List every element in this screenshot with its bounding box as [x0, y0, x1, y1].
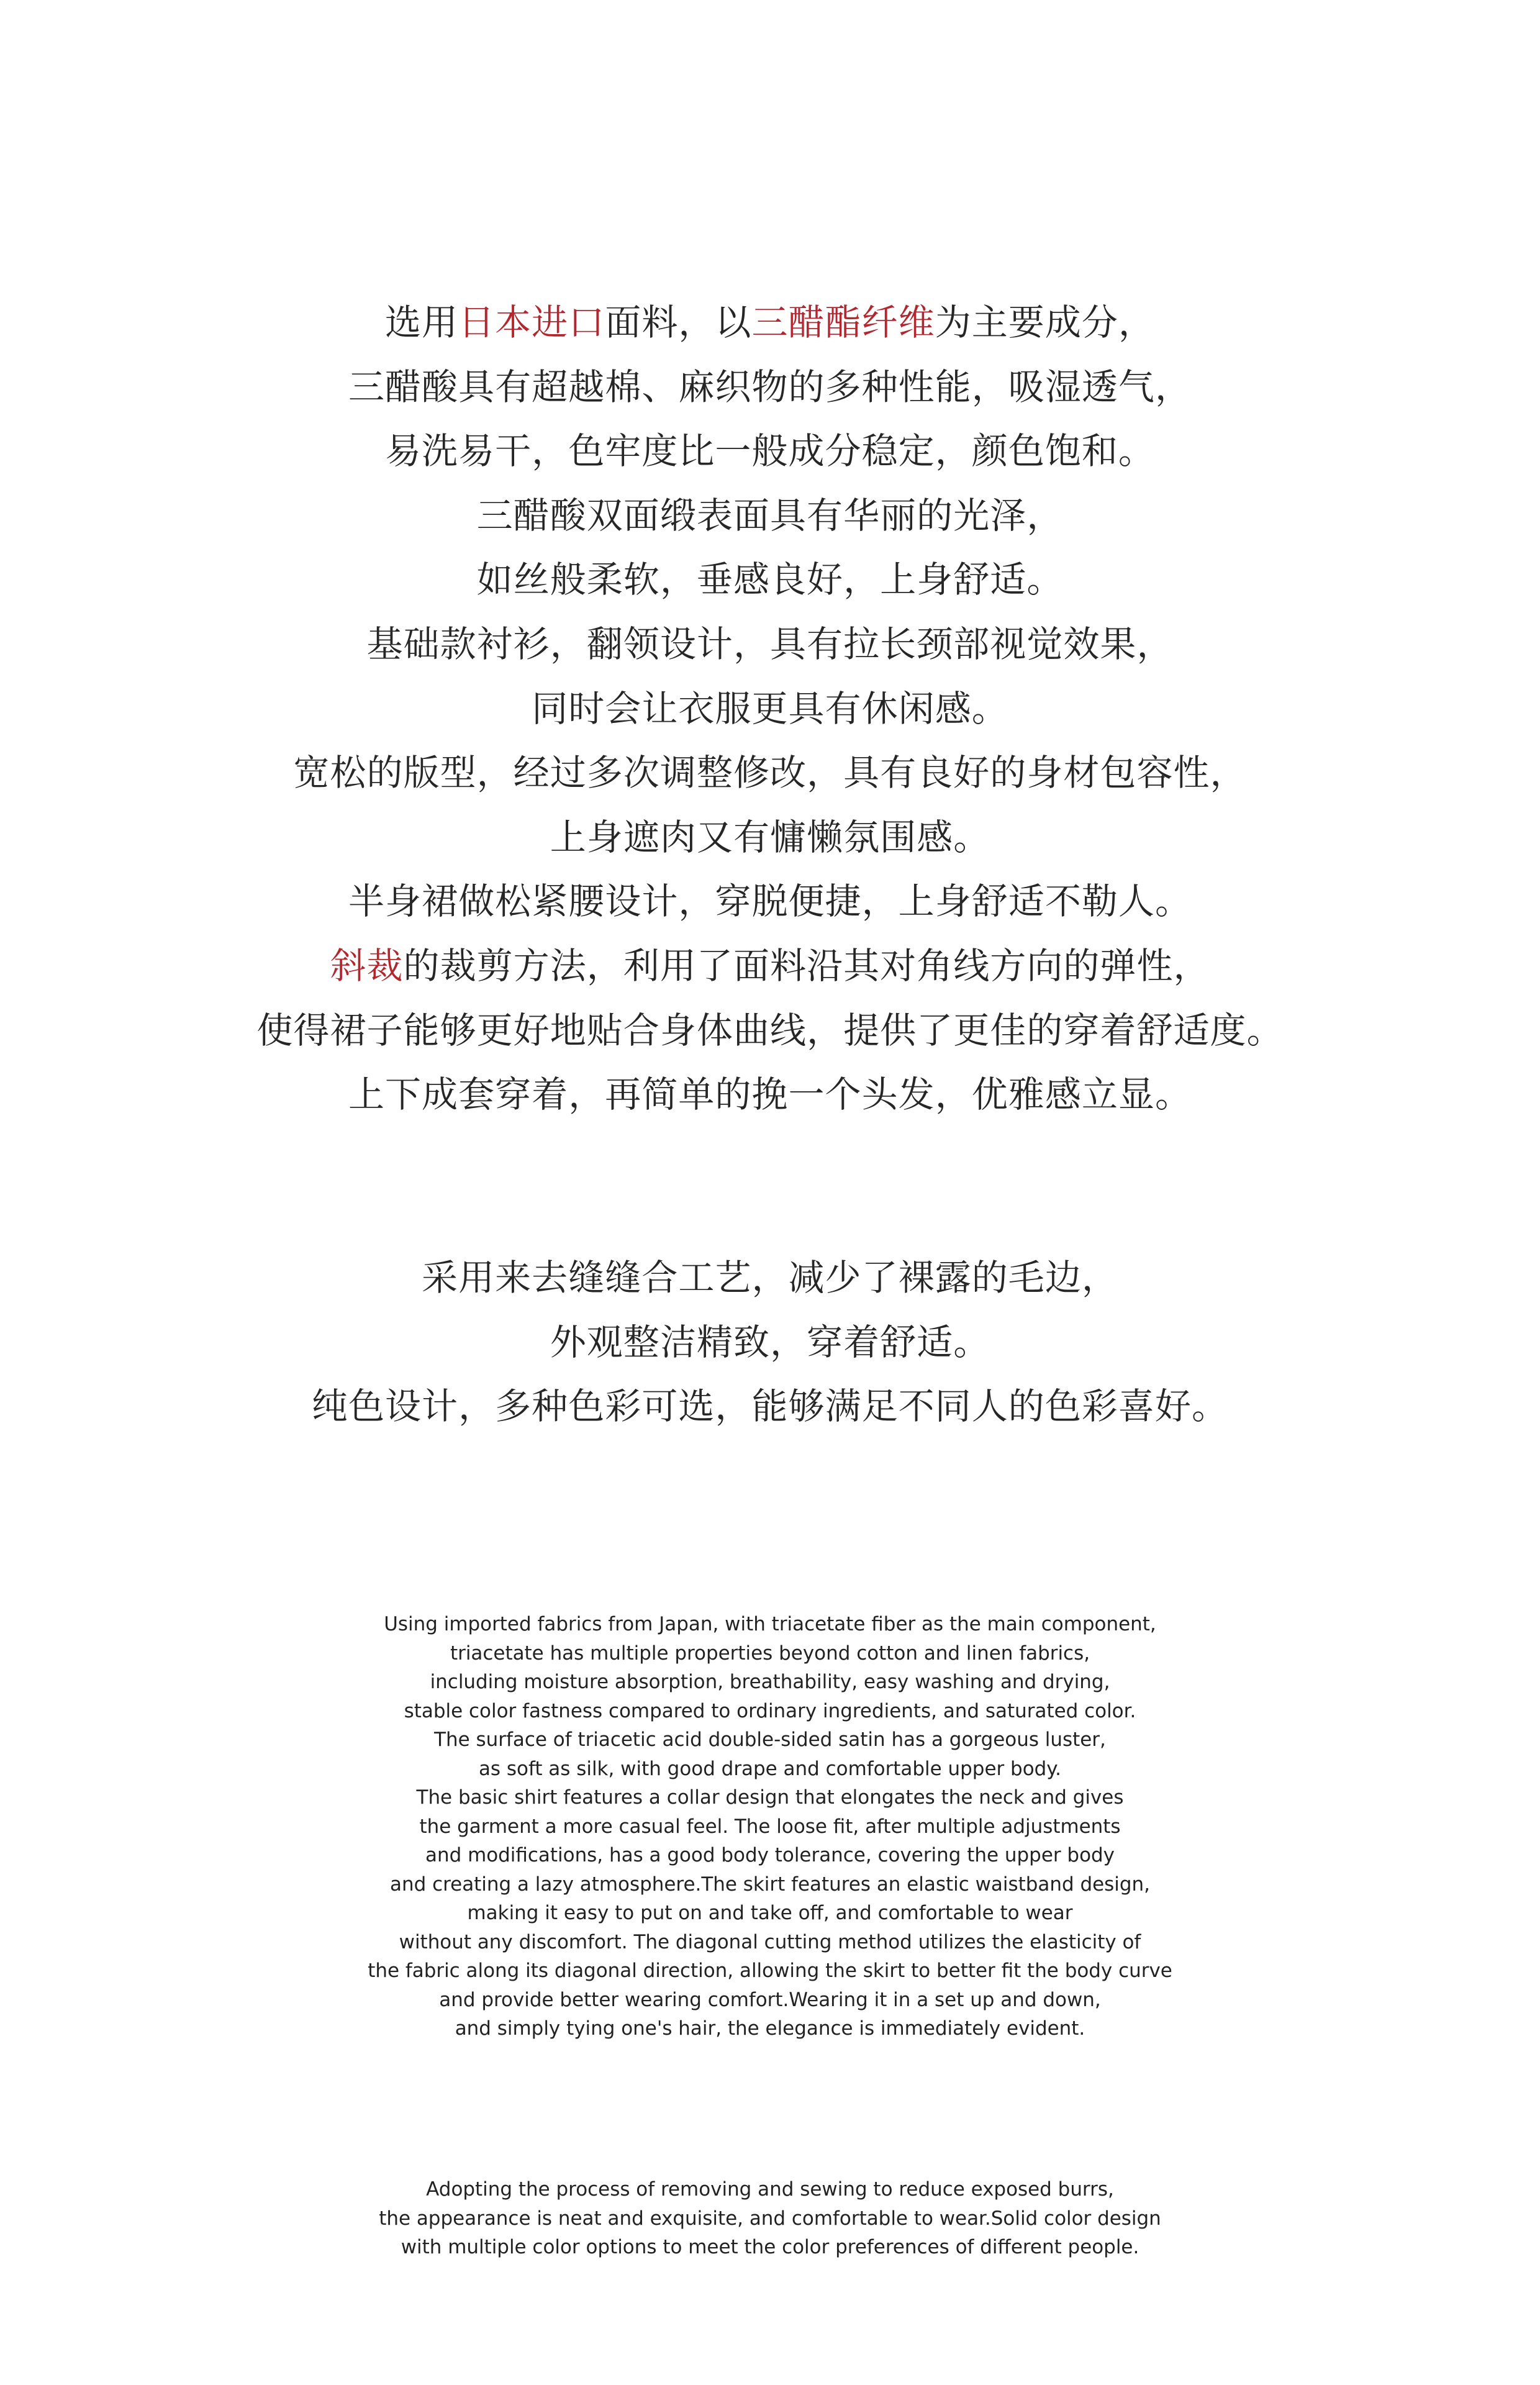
text-segment: 同时会让衣服更具有休闲感。: [532, 687, 1008, 730]
text-line: making it easy to put on and take off, and comfortable to wear: [467, 1902, 1073, 1924]
text-line: [0, 1246, 1540, 1311]
text-line: [0, 419, 1540, 484]
text-segment: 上下成套穿着，再简单的挽一个头发，优雅感立显。: [348, 1073, 1192, 1116]
text-line: the garment a more casual feel. The loose fit, after multiple adjustments: [419, 1815, 1121, 1838]
text-line: and provide better wearing comfort.Wearing it in a set up and down,: [439, 1988, 1101, 2011]
text-segment: 三醋酸双面缎表面具有华丽的光泽，: [476, 494, 1064, 537]
text-line: [0, 1374, 1540, 1439]
text-line: triacetate has multiple properties beyond cotton and linen fabrics,: [450, 1642, 1090, 1665]
highlighted-text: 三醋酯纤维: [751, 301, 935, 343]
text-segment: 使得裙子能够更好地贴合身体曲线，提供了更佳的穿着舒适度。: [256, 1009, 1284, 1052]
text-segment: 为主要成分，: [935, 301, 1155, 343]
text-segment: 基础款衬衫，翻领设计，具有拉长颈部视觉效果，: [366, 622, 1174, 665]
text-segment: 采用来去缝缝合工艺，减少了裸露的毛边，: [422, 1256, 1118, 1299]
text-line: [0, 677, 1540, 742]
text-line: stable color fastness compared to ordinary ingredients, and saturated color.: [404, 1699, 1136, 1722]
text-segment: 半身裙做松紧腰设计，穿脱便捷，上身舒适不勒人。: [348, 880, 1192, 923]
text-line: [0, 548, 1540, 612]
text-line: and modifications, has a good body tolerance, covering the upper body: [425, 1844, 1115, 1866]
text-segment: 选用: [385, 301, 459, 343]
text-line: Using imported fabrics from Japan, with triacetate fiber as the main component,: [384, 1613, 1156, 1635]
text-line: and creating a lazy atmosphere.The skirt features an elastic waistband design,: [390, 1873, 1150, 1896]
text-line: Adopting the process of removing and sewing to reduce exposed burrs,: [426, 2178, 1114, 2201]
english-description-paragraph: [0, 1610, 1540, 2043]
text-line: The basic shirt features a collar design that elongates the neck and gives: [416, 1786, 1124, 1809]
text-line: [0, 870, 1540, 934]
text-line: [0, 806, 1540, 870]
text-segment: 如丝般柔软，垂感良好，上身舒适。: [476, 558, 1064, 601]
text-segment: 纯色设计，多种色彩可选，能够满足不同人的色彩喜好。: [311, 1385, 1229, 1428]
text-line: [0, 999, 1540, 1063]
text-line: [0, 612, 1540, 677]
text-line: the fabric along its diagonal direction, allowing the skirt to better fit the body curve: [368, 1960, 1172, 1982]
text-line: [0, 484, 1540, 548]
text-line: [0, 291, 1540, 355]
text-segment: 外观整洁精致，穿着舒适。: [550, 1320, 990, 1363]
chinese-craft-paragraph: [0, 1246, 1540, 1439]
text-line: with multiple color options to meet the color preferences of different people.: [401, 2236, 1139, 2258]
english-craft-paragraph: [0, 2175, 1540, 2262]
text-segment: 三醋酸具有超越棉、麻织物的多种性能，吸湿透气，: [348, 365, 1192, 408]
text-line: [0, 934, 1540, 999]
text-line: including moisture absorption, breathability, easy washing and drying,: [430, 1671, 1110, 1693]
text-line: and simply tying one's hair, the elegance is immediately evident.: [455, 2017, 1085, 2040]
highlighted-text: 斜裁: [330, 944, 404, 987]
chinese-description-paragraph: [0, 291, 1540, 1127]
text-line: [0, 1063, 1540, 1127]
text-line: [0, 1311, 1540, 1375]
text-line: as soft as silk, with good drape and comfortable upper body.: [478, 1757, 1062, 1780]
text-segment: 上身遮肉又有慵懒氛围感。: [550, 815, 990, 858]
text-segment: 易洗易干，色牢度比一般成分稳定，颜色饱和。: [385, 430, 1155, 473]
text-line: [0, 355, 1540, 420]
text-line: The surface of triacetic acid double-sided satin has a gorgeous luster,: [434, 1729, 1106, 1751]
text-line: the appearance is neat and exquisite, and comfortable to wear.Solid color design: [379, 2207, 1161, 2230]
text-segment: 的裁剪方法，利用了面料沿其对角线方向的弹性，: [403, 944, 1210, 987]
text-segment: 宽松的版型，经过多次调整修改，具有良好的身材包容性，: [293, 752, 1247, 794]
highlighted-text: 日本进口: [458, 301, 605, 343]
text-line: without any discomfort. The diagonal cutting method utilizes the elasticity of: [399, 1930, 1141, 1953]
text-line: [0, 741, 1540, 806]
text-segment: 面料，以: [605, 301, 752, 343]
